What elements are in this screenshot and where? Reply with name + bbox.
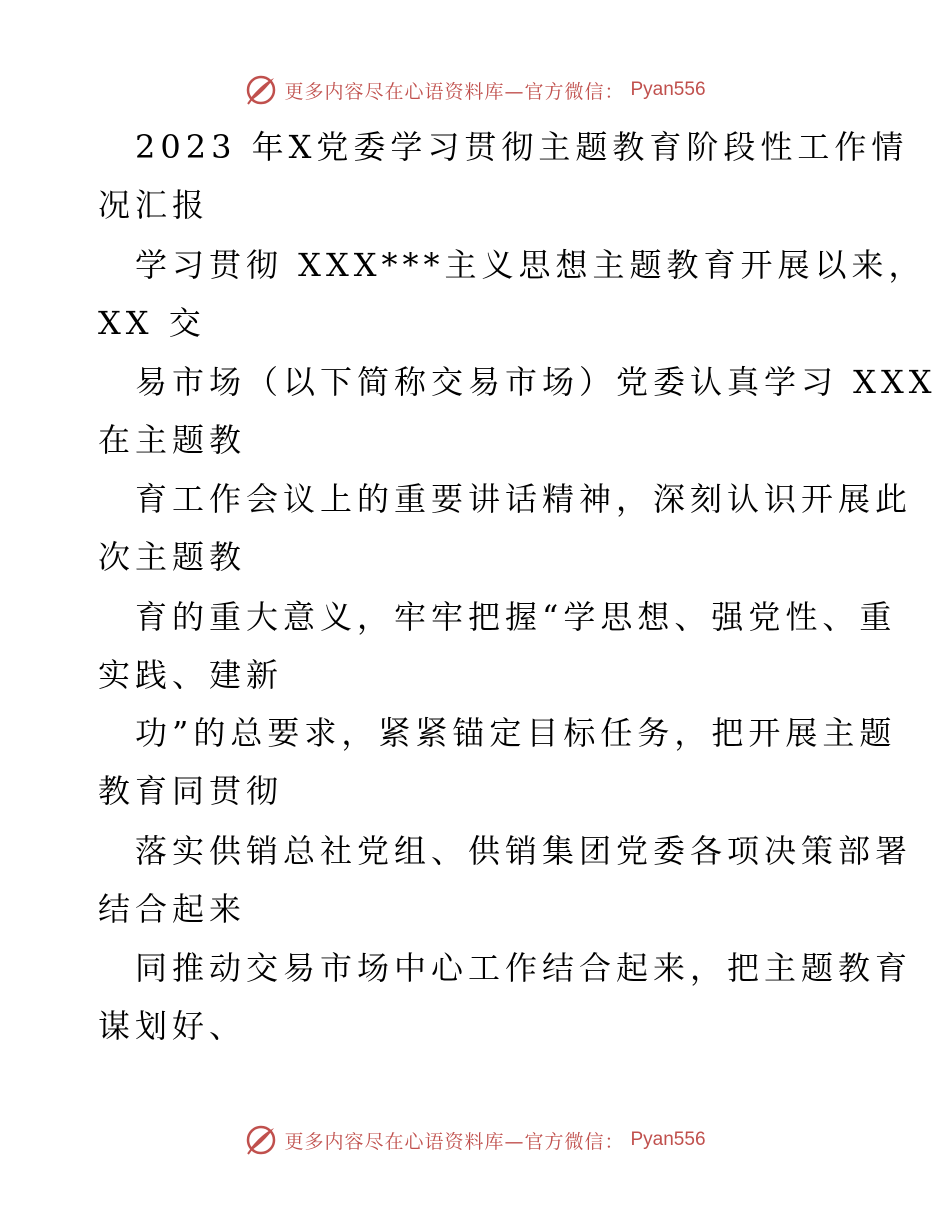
feather-pen-logo-icon — [244, 73, 278, 107]
body-line: 谋划好、 — [98, 1007, 247, 1045]
watermark-handle: Pyan556 — [630, 79, 706, 100]
body-line: 落实供销总社党组、供销集团党委各项决策部署 — [135, 832, 913, 870]
body-line: 在主题教 — [98, 421, 247, 459]
body-line: 学习贯彻 XXX***主义思想主题教育开展以来， — [135, 246, 926, 284]
body-line: 教育同贯彻 — [98, 772, 284, 810]
body-line: 易市场（以下简称交易市场）党委认真学习 XXX — [135, 363, 937, 401]
watermark-text: 更多内容尽在心语资料库—官方微信： — [284, 1130, 625, 1153]
watermark-text: 更多内容尽在心语资料库—官方微信： — [284, 80, 625, 103]
watermark-handle: Pyan556 — [630, 1129, 706, 1150]
body-line: 同推动交易市场中心工作结合起来，把主题教育 — [135, 949, 913, 987]
header-watermark — [0, 70, 950, 110]
title-line-2: 况汇报 — [98, 186, 210, 224]
body-line: 育的重大意义，牢牢把握“学思想、强党性、重 — [135, 598, 897, 636]
body-line: 育工作会议上的重要讲话精神，深刻认识开展此 — [135, 480, 913, 518]
footer-watermark — [0, 1120, 950, 1160]
body-line: 功”的总要求，紧紧锚定目标任务，把开展主题 — [135, 714, 897, 752]
body-line: 结合起来 — [98, 890, 247, 928]
title-line-1: 2023 年X党委学习贯彻主题教育阶段性工作情 — [135, 128, 909, 166]
body-line: 实践、建新 — [98, 656, 284, 694]
feather-pen-logo-icon — [244, 1123, 278, 1157]
body-line: XX 交 — [98, 304, 206, 342]
body-line: 次主题教 — [98, 538, 247, 576]
